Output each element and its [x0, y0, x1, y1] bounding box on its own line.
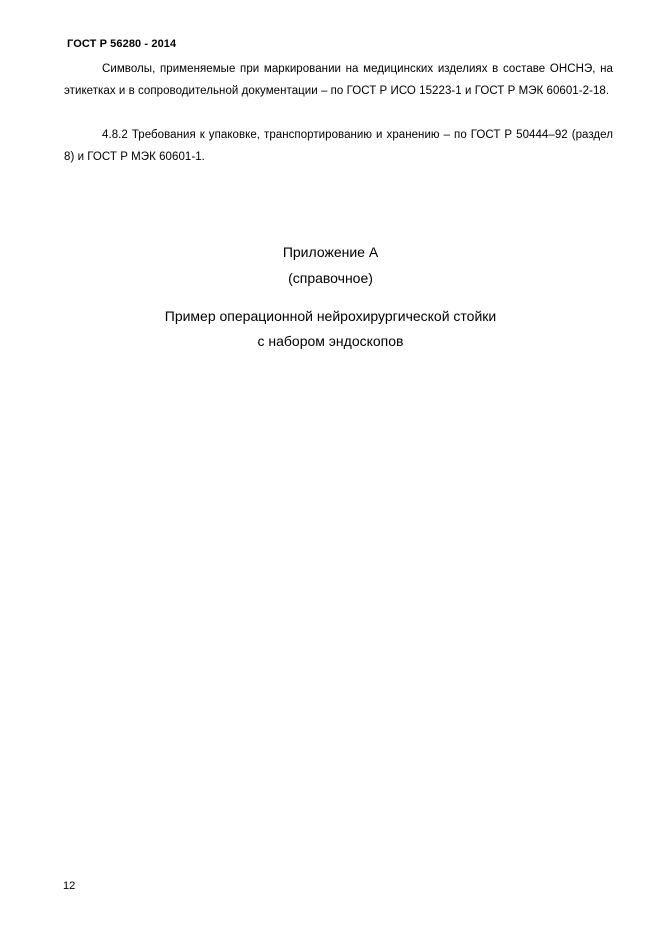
paragraph-packaging-requirements: 4.8.2 Требования к упаковке, транспортированию и хранению – по ГОСТ Р 50444–92 (раздел 8) и ГОСТ Р МЭК 60601-1.: [64, 129, 613, 163]
annex-kind: (справочное): [288, 270, 373, 286]
page-number: 12: [63, 880, 76, 892]
annex-heading: [0, 304, 661, 354]
annex-heading-line-2: с набором эндоскопов: [257, 333, 404, 349]
document-code-header: ГОСТ Р 56280 - 2014: [67, 38, 177, 50]
annex-title: Приложение А: [282, 244, 379, 260]
paragraph-symbols: Символы, применяемые при маркировании на медицинских изделиях в составе ОНСНЭ, на этикетках и в сопроводительной документации – по ГОСТ Р ИСО 15223-1 и ГОСТ Р МЭК 60601-2-18.: [64, 63, 613, 97]
annex-heading-line-1: Пример операционной нейрохирургической стойки: [164, 308, 497, 324]
